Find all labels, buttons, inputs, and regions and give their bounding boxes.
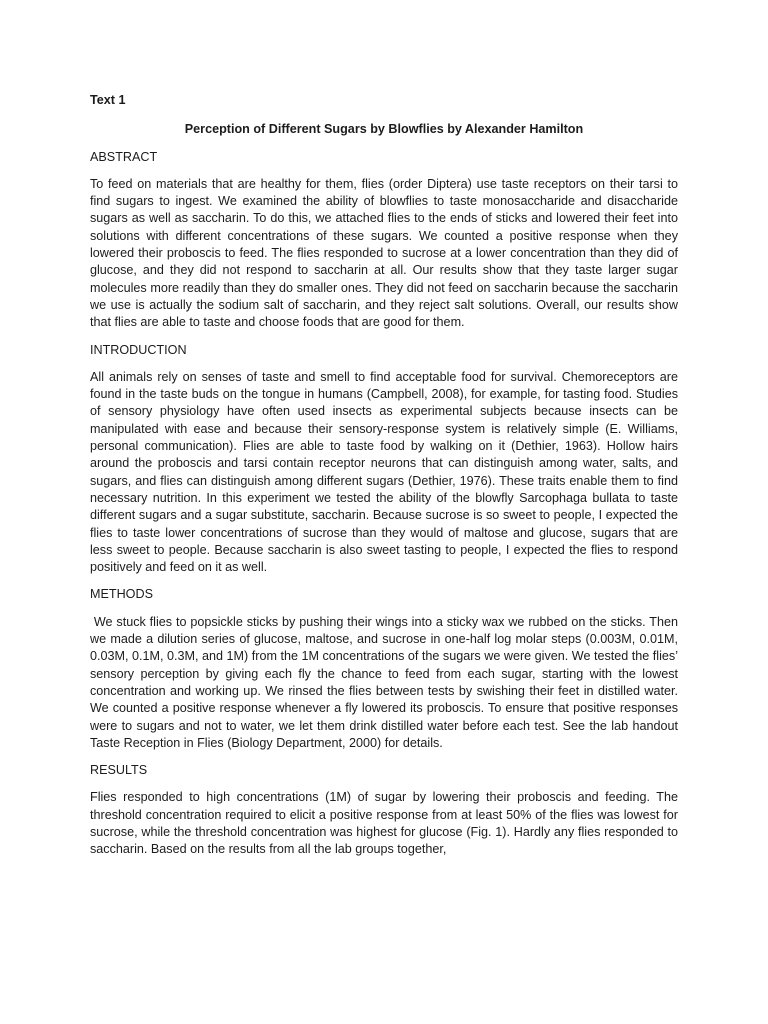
methods-paragraph: We stuck flies to popsickle sticks by pushing their wings into a sticky wax we rubbed on the sticks. Then we made a dilution series of glucose, maltose, and sucrose in one-half log molar steps (0.003M, 0.01M, 0.03M, 0.1M, 0.3M, and 1M) from the 1M concentrations of the sugars we were given. We tested the flies’ sensory perception by giving each fly the chance to feed from each sugar, starting with the lowest concentration and working up. We rinsed the flies between tests by swishing their feet in distilled water. We counted a positive response whenever a fly lowered its proboscis. To ensure that positive responses were to sugars and not to water, we let them drink distilled water before each test. See the lab handout Taste Reception in Flies (Biology Department, 2000) for details. — [90, 614, 678, 750]
introduction-heading: INTRODUCTION — [90, 342, 187, 357]
results-paragraph: Flies responded to high concentrations (1M) of sugar by lowering their proboscis and feeding. The threshold concentration required to elicit a positive response from at least 50% of the flies was lowest for sucrose, while the threshold concentration was highest for glucose (Fig. 1). Hardly any flies responded to saccharin. Based on the results from all the lab groups together, — [90, 790, 678, 857]
methods-heading: METHODS — [90, 587, 153, 602]
introduction-paragraph: All animals rely on senses of taste and smell to find acceptable food for survival. Chemoreceptors are found in the taste buds on the tongue in humans (Campbell, 2008), for example, for tasting food. Studies of sensory physiology have often used insects as experimental subjects because insects can be manipulated with ease and because their sensory-response system is relatively simple (E. Williams, personal communication). Flies are able to taste food by walking on it (Dethier, 1963). Hollow hairs around the proboscis and tarsi contain receptor neurons that can distinguish among water, salts, and sugars, and flies can distinguish among different sugars (Dethier, 1976). These traits enable them to find necessary nutrition. In this experiment we tested the ability of the blowfly Sarcophaga bullata to taste different sugars and a sugar substitute, saccharin. Because sucrose is so sweet to people, I expected the flies to taste lower concentrations of sucrose than they would of maltose and glucose, sugars that are less sweet to people. Because saccharin is also sweet tasting to people, I expected the flies to respond positively and feed on it as well. — [90, 369, 678, 575]
abstract-paragraph: To feed on materials that are healthy for them, flies (order Diptera) use taste receptors on their tarsi to find sugars to ingest. We examined the ability of blowflies to taste monosaccharide and disaccharide sugars as well as saccharin. To do this, we attached flies to the ends of sticks and lowered their feet into solutions with different concentrations of these sugars. We counted a positive response when they lowered their proboscis to feed. The flies responded to sucrose at a lower concentration than they did of glucose, and they did not respond to saccharin at all. Our results show that they taste larger sugar molecules more readily than they do smaller ones. They did not feed on saccharin because the saccharin we use is actually the sodium salt of saccharin, and they reject salt solutions. Overall, our results show that flies are able to taste and choose foods that are good for them. — [90, 176, 678, 330]
results-heading: RESULTS — [90, 763, 148, 778]
document-title: Perception of Different Sugars by Blowflies by Alexander Hamilton — [184, 122, 584, 137]
document-label: Text 1 — [90, 93, 126, 107]
document-page — [90, 92, 678, 869]
abstract-heading: ABSTRACT — [90, 149, 158, 164]
